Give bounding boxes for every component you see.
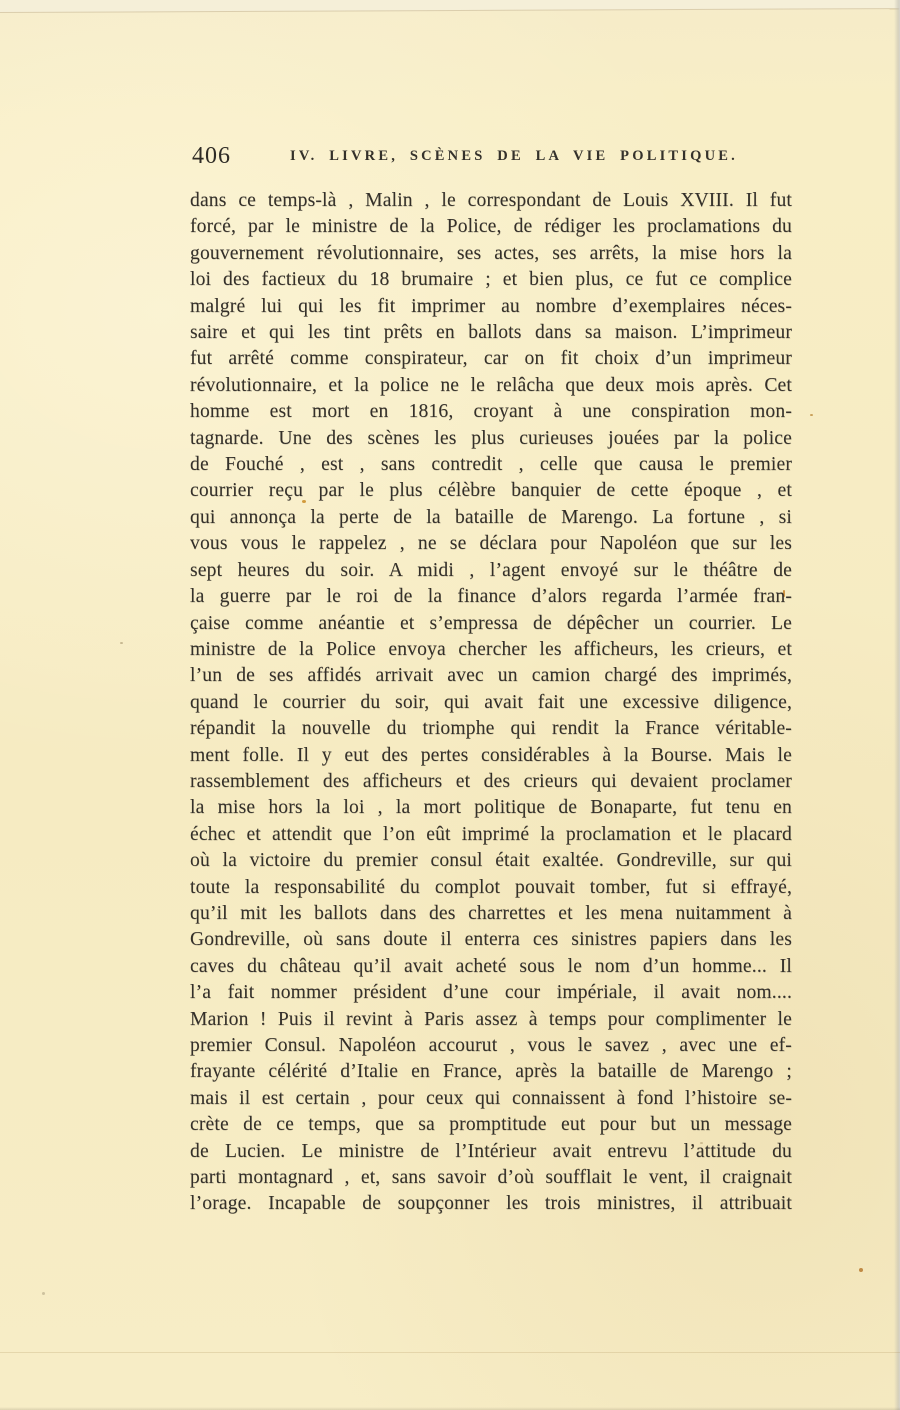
running-title: IV. LIVRE, SCÈNES DE LA VIE POLITIQUE. [289, 148, 738, 164]
scan-top-edge [0, 0, 900, 13]
body-text [190, 188, 792, 1218]
text-line: Gondreville, où sans doute il enterra ces sinistres papiers dans les [190, 929, 792, 951]
text-line: ministre de la Police envoya chercher les afficheurs, les crieurs, et [190, 638, 792, 660]
paper-speck [810, 414, 813, 416]
text-line: qu’il mit les ballots dans des charrettes et les mena nuitamment à [190, 902, 792, 924]
text-line: çaise comme anéantie et s’empressa de dépêcher un courrier. Le [190, 612, 792, 634]
text-line: vous vous le rappelez , ne se déclara pour Napoléon que sur les [190, 533, 792, 555]
paper-crease [0, 1352, 900, 1353]
paper-speck [120, 642, 123, 644]
text-line: fut arrêté comme conspirateur, car on fit choix d’un imprimeur [190, 348, 792, 370]
text-line: l’a fait nommer président d’une cour impériale, il avait nom.... [190, 982, 792, 1004]
text-line: la guerre par le roi de la finance d’alors regarda l’armée fran- [190, 586, 792, 608]
text-line: tagnarde. Une des scènes les plus curieuses jouées par la police [190, 427, 792, 449]
text-line: parti montagnard , et, sans savoir d’où soufflait le vent, il craignait [190, 1167, 792, 1189]
text-line: gouvernement révolutionnaire, ses actes, ses arrêts, la mise hors la [190, 242, 792, 264]
text-line: la mise hors la loi , la mort politique de Bonaparte, fut tenu en [190, 797, 792, 819]
text-line: de Lucien. Le ministre de l’Intérieur avait entrevu l’attitude du [190, 1140, 792, 1162]
text-line: toute la responsabilité du complot pouvait tomber, fut si effrayé, [190, 876, 792, 898]
text-line: l’orage. Incapable de soupçonner les trois ministres, il attribuait [190, 1193, 792, 1215]
text-line: répandit la nouvelle du triomphe qui rendit la France véritable- [190, 718, 792, 740]
text-line: dans ce temps-là , Malin , le correspondant de Louis XVIII. Il fut [190, 190, 792, 211]
text-line: saire et qui les tint prêts en ballots dans sa maison. L’imprimeur [190, 322, 792, 344]
text-line: frayante célérité d’Italie en France, après la bataille de Marengo ; [190, 1061, 792, 1083]
paper-speck [42, 1292, 45, 1295]
text-line: forcé, par le ministre de la Police, de rédiger les proclamations du [190, 216, 792, 238]
scan-right-edge [894, 0, 900, 1410]
text-line: courrier reçu par le plus célèbre banquier de cette époque , et [190, 480, 792, 502]
text-line: quand le courrier du soir, qui avait fait une excessive diligence, [190, 691, 792, 713]
text-line: qui annonça la perte de la bataille de Marengo. La fortune , si [190, 506, 792, 528]
page-number: 406 [192, 143, 231, 169]
text-line: homme est mort en 1816, croyant à une conspiration mon- [190, 401, 792, 423]
text-block [190, 143, 792, 1218]
text-line: malgré lui qui les fit imprimer au nombre d’exemplaires néces- [190, 295, 792, 317]
text-line: rassemblement des afficheurs et des crieurs qui devaient proclamer [190, 770, 792, 792]
text-line: Marion ! Puis il revint à Paris assez à temps pour complimenter le [190, 1008, 792, 1030]
text-line: échec et attendit que l’on eût imprimé la proclamation et le placard [190, 823, 792, 845]
text-line: ment folle. Il y eut des pertes considérables à la Bourse. Mais le [190, 744, 792, 766]
paper-speck [859, 1268, 863, 1272]
text-line: où la victoire du premier consul était exaltée. Gondreville, sur qui [190, 850, 792, 872]
text-line: caves du château qu’il avait acheté sous le nom d’un homme... Il [190, 955, 792, 977]
text-line: premier Consul. Napoléon accourut , vous le savez , avec une ef- [190, 1035, 792, 1056]
text-line: de Fouché , est , sans contredit , celle que causa le premier [190, 454, 792, 476]
text-line: sept heures du soir. A midi , l’agent envoyé sur le théâtre de [190, 559, 792, 581]
text-line: crète de ce temps, que sa promptitude eut pour but un message [190, 1114, 792, 1136]
text-line: l’un de ses affidés arrivait avec un camion chargé des imprimés, [190, 665, 792, 687]
text-line: révolutionnaire, et la police ne le relâcha que deux mois après. Cet [190, 374, 792, 396]
page-header [190, 143, 792, 185]
text-line: loi des factieux du 18 brumaire ; et bien plus, ce fut ce complice [190, 269, 792, 291]
text-line: mais il est certain , pour ceux qui connaissent à fond l’histoire se- [190, 1087, 792, 1109]
